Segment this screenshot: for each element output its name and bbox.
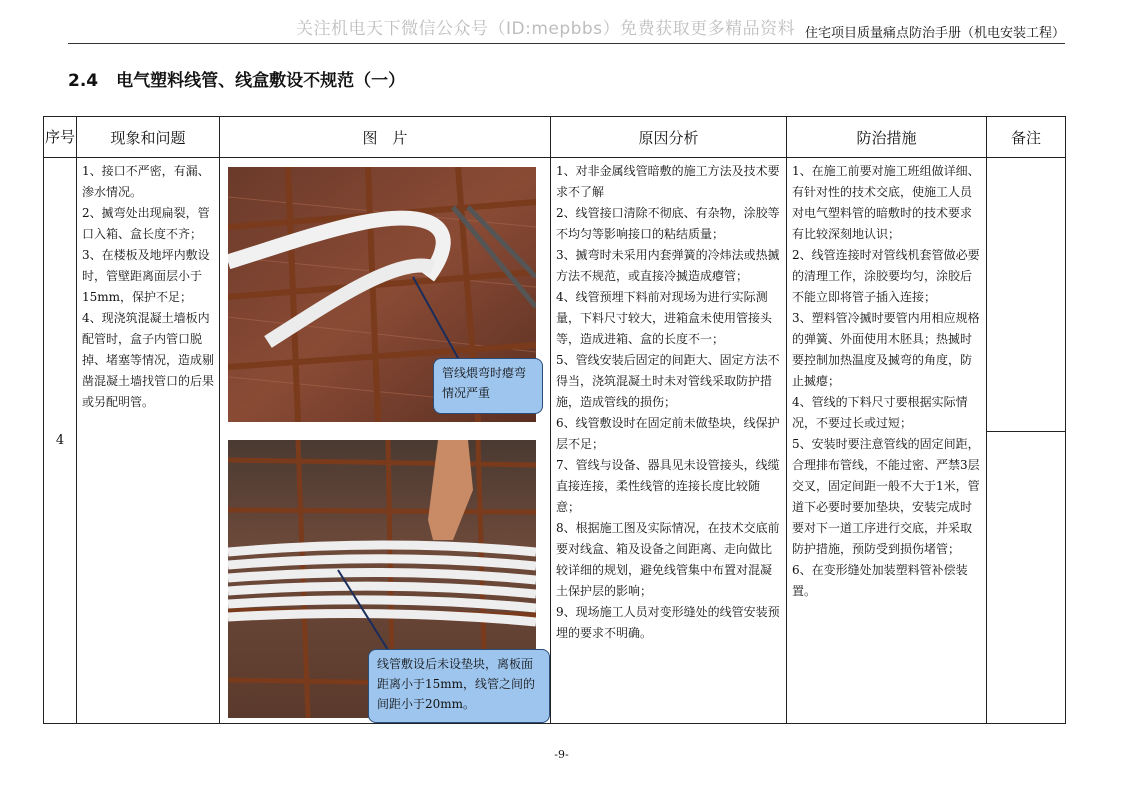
header-problem: 现象和问题 <box>77 117 220 158</box>
image-cell <box>220 158 551 724</box>
problem-item: 3、在楼板及地坪内敷设时，管壁距离面层小于15mm，保护不足； <box>82 248 210 304</box>
header-no: 序号 <box>44 117 77 158</box>
problem-item: 1、接口不严密，有漏、渗水情况。 <box>82 164 210 199</box>
problem-cell <box>77 158 220 724</box>
quality-issue-table <box>43 116 1066 724</box>
cause-item: 1、对非金属线管暗敷的施工方法及技术要求不了解 <box>556 164 780 199</box>
measure-item: 5、安装时要注意管线的固定间距，合理排布管线，不能过密、严禁3层交叉，固定间距一般不大于1米，管道下必要时要加垫块，安装完成时要对下一道工序进行交底，并采取防护措施，预防受到损伤堵管； <box>792 437 980 556</box>
cause-item: 9、现场施工人员对变形缝处的线管安装预埋的要求不明确。 <box>556 605 780 640</box>
watermark-text: 关注机电天下微信公众号（ID:mepbbs）免费获取更多精品资料 <box>296 19 796 39</box>
measure-item: 3、塑料管冷揻时要管内用相应规格的弹簧、外面使用木胚具；热揻时要控制加热温度及揻弯的角度，防止揻瘪； <box>792 311 980 388</box>
section-title: 电气塑料线管、线盒敷设不规范（一） <box>116 71 406 91</box>
cause-item: 3、揻弯时未采用内套弹簧的冷炜法或热揻方法不规范，或直接冷揻造成瘪管； <box>556 248 780 283</box>
cause-item: 2、线管接口清除不彻底、有杂物，涂胶等不均匀等影响接口的粘结质量； <box>556 206 780 241</box>
page-number: -9- <box>554 748 569 761</box>
table-header-row <box>44 117 1066 158</box>
measure-item: 1、在施工前要对施工班组做详细、有针对性的技术交底，使施工人员对电气塑料管的暗敷时的技术要求有比较深刻地认识； <box>792 164 980 241</box>
remarks-cell <box>987 158 1066 724</box>
measure-item: 6、在变形缝处加装塑料管补偿装置。 <box>792 563 968 598</box>
cause-item: 4、线管预埋下料前对现场为进行实际测量，下料尺寸较大，进箱盒未使用管接头等，造成进箱、盒的长度不一； <box>556 290 773 346</box>
header-image: 图 片 <box>220 117 551 158</box>
row-number: 4 <box>44 158 77 724</box>
cause-item: 7、管线与设备、器具见未设管接头，线缆直接连接，柔性线管的连接长度比较随意； <box>556 458 780 514</box>
measures-cell <box>787 158 987 724</box>
measure-item: 4、管线的下料尺寸要根据实际情况，不要过长或过短； <box>792 395 968 430</box>
header-measures: 防治措施 <box>787 117 987 158</box>
header-cause: 原因分析 <box>551 117 787 158</box>
document-title: 住宅项目质量痛点防治手册（机电安装工程） <box>804 26 1065 41</box>
cause-item: 8、根据施工图及实际情况，在技术交底前要对线盒、箱及设备之间距离、走向做比较详细的规划，避免线管集中布置对混凝土保护层的影响； <box>556 521 780 598</box>
table-row <box>44 158 1066 724</box>
cause-item: 5、管线安装后固定的间距大、固定方法不得当，浇筑混凝土时未对管线采取防护措施，造成管线的损伤； <box>556 353 780 409</box>
problem-item: 2、揻弯处出现扁裂，管口入箱、盒长度不齐； <box>82 206 210 241</box>
cause-item: 6、线管敷设时在固定前未做垫块，线保护层不足； <box>556 416 780 451</box>
section-number: 2.4 <box>68 71 99 91</box>
cause-cell <box>551 158 787 724</box>
section-heading <box>68 66 405 91</box>
header-remarks: 备注 <box>987 117 1066 158</box>
bend-defect-callout: 管线煨弯时瘪弯情况严重 <box>433 358 543 414</box>
spacing-defect-callout: 线管敷设后未设垫块，离板面距离小于15mm，线管之间的间距小于20mm。 <box>368 649 550 723</box>
measure-item: 2、线管连接时对管线机套管做必要的清理工作，涂胶要均匀，涂胶后不能立即将管子插入连接； <box>792 248 980 304</box>
problem-item: 4、现浇筑混凝土墙板内配管时，盒子内管口脱掉、堵塞等情况，造成剔凿混凝土墙找管口的后果或另配明管。 <box>82 311 215 409</box>
header-divider <box>68 43 1065 44</box>
remarks-divider <box>987 431 1065 432</box>
